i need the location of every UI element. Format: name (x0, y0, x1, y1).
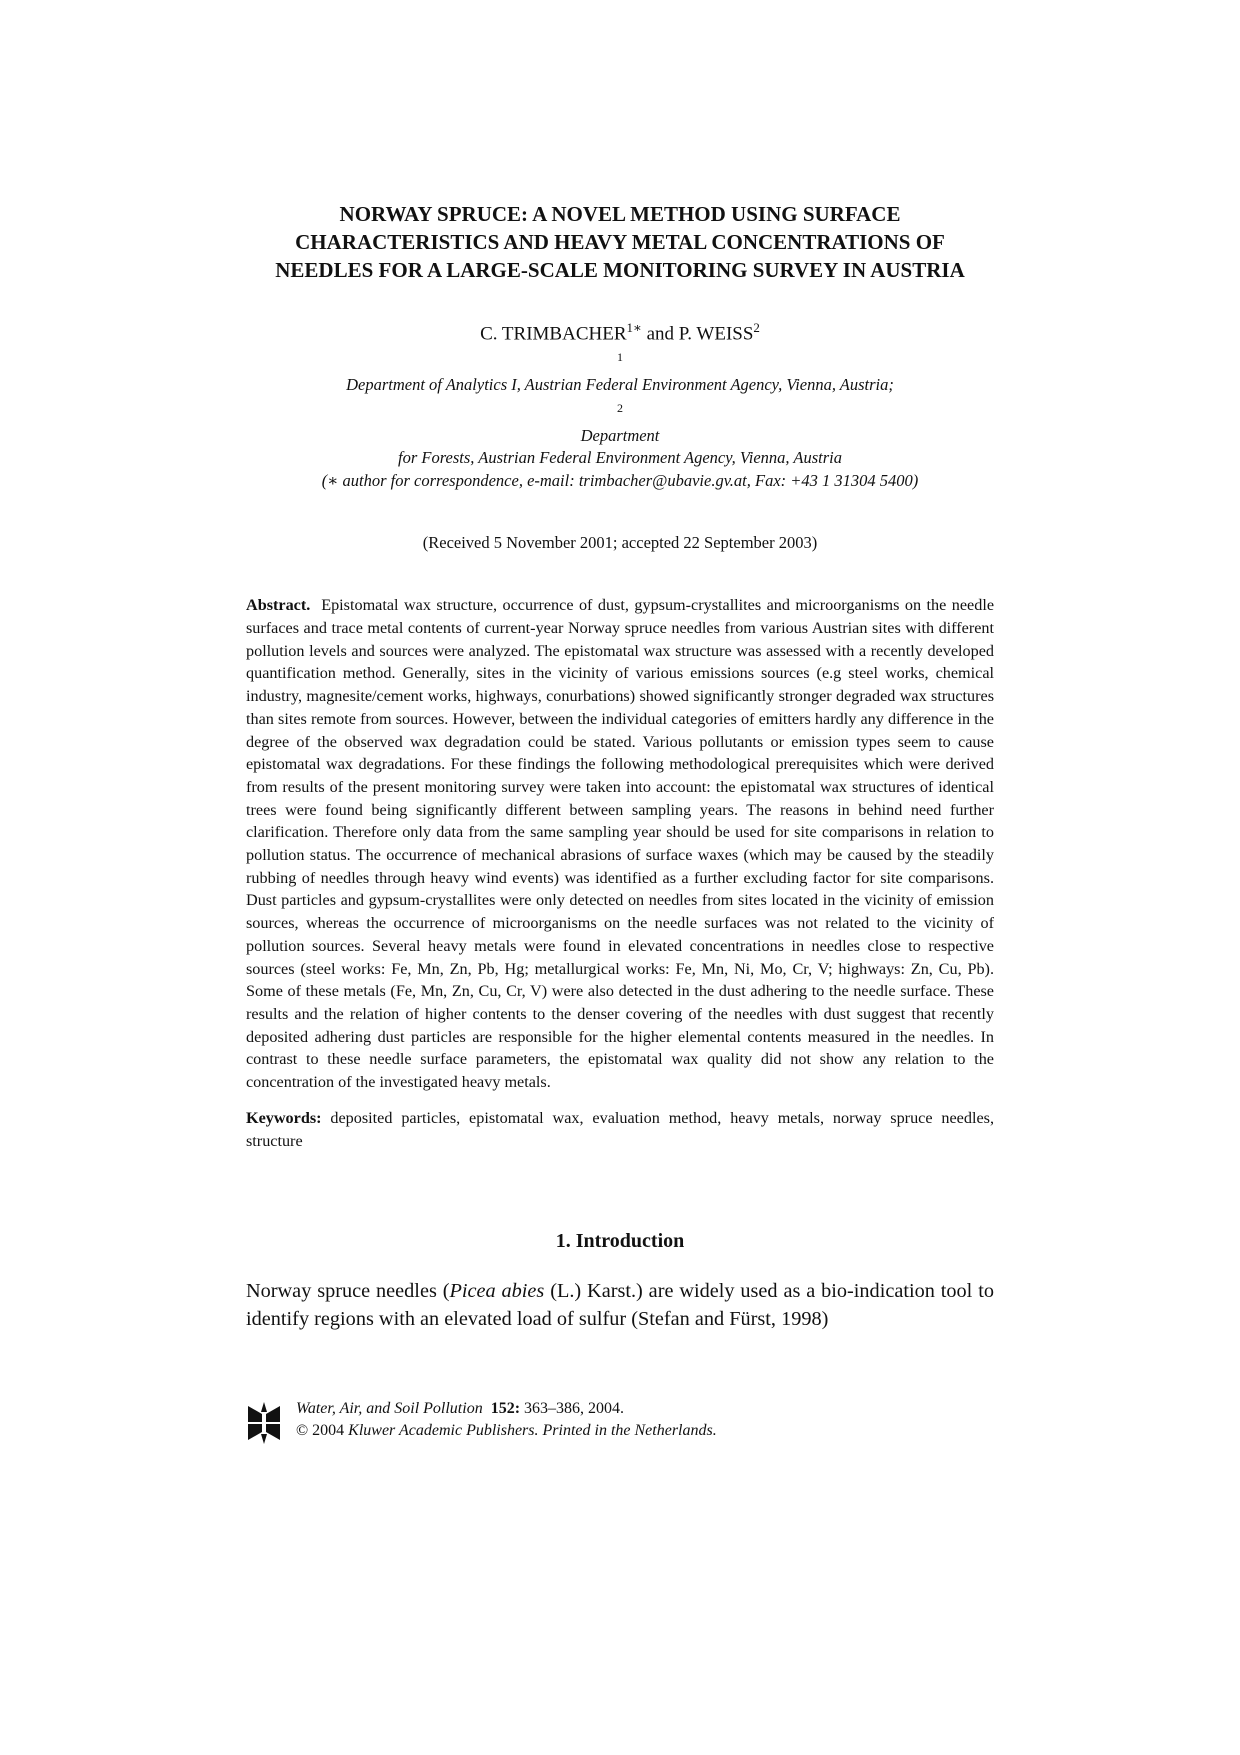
journal-volume: 152: (490, 1400, 521, 1417)
section-heading-introduction: 1. Introduction (555, 1230, 685, 1253)
paper-title (246, 200, 994, 284)
author-list (246, 316, 994, 346)
affiliation-line-1 (246, 346, 994, 447)
paper-page (246, 200, 994, 1333)
received-dates: (Received 5 November 2001; accepted 22 September 2003) (422, 533, 818, 553)
copyright: © 2004 (296, 1422, 349, 1439)
publisher-logo-icon (246, 1402, 282, 1444)
keywords-text: deposited particles, epistomatal wax, evaluation method, heavy metals, norway spruce needles, structure (246, 1108, 994, 1150)
species-name: Picea abies (449, 1280, 545, 1303)
abstract (246, 594, 994, 1093)
title-line-2: CHARACTERISTICS AND HEAVY METAL CONCENTRATIONS OF (295, 230, 945, 254)
affiliation-line-2: for Forests, Austrian Federal Environment Agency, Vienna, Austria (398, 448, 842, 468)
journal-pages: 363–386, 2004. (520, 1400, 625, 1417)
intro-text-end: (L.) Karst.) are widely used as a bio-indication tool to identify regions with an elevated load of sulfur (Stefan and Fürst, 1998) (246, 1280, 994, 1331)
author-conjunction: and (641, 323, 679, 345)
abstract-label: Abstract. (246, 596, 311, 615)
keywords (246, 1107, 994, 1152)
author-1-marker: 1∗ (626, 320, 642, 335)
journal-footer (246, 1398, 994, 1448)
affiliation-marker-1: 1 (617, 350, 623, 365)
publisher-info: Kluwer Academic Publishers. Printed in the Netherlands. (348, 1422, 717, 1439)
footer-line-2 (296, 1420, 717, 1442)
author-1: C. TRIMBACHER (480, 323, 627, 345)
affiliation-marker-2: 2 (617, 400, 623, 415)
affiliation-2-text-start: Department (580, 425, 660, 445)
title-line-1: NORWAY SPRUCE: A NOVEL METHOD USING SURFACE (339, 202, 901, 226)
title-line-3: NEEDLES FOR A LARGE-SCALE MONITORING SURVEY IN AUSTRIA (275, 258, 965, 282)
correspondence-line: (∗ author for correspondence, e-mail: trimbacher@ubavie.gv.at, Fax: +43 1 31304 5400) (321, 470, 919, 490)
affiliations (246, 346, 994, 492)
affiliation-1-text: Department of Analytics I, Austrian Federal Environment Agency, Vienna, Austria; (346, 375, 894, 395)
author-2: P. WEISS (678, 323, 754, 345)
intro-text-start: Norway spruce needles ( (246, 1280, 450, 1303)
introduction-paragraph (246, 1277, 994, 1333)
keywords-label: Keywords: (246, 1108, 322, 1127)
footer-line-1 (296, 1398, 717, 1420)
author-2-marker: 2 (753, 320, 760, 335)
abstract-text: Epistomatal wax structure, occurrence of dust, gypsum-crystallites and microorganisms on the needle surfaces and trace metal contents of current-year Norway spruce needles from various Austrian sites with different pollution levels and sources were analyzed. The epistomatal wax structure was assessed with a recently developed quantification method. Generally, sites in the vicinity of various emissions sources (e.g steel works, chemical industry, magnesite/cement works, highways, conurbations) showed significantly stronger degraded wax structures than sites remote from sources. However, between the individual categories of emitters hardly any difference in the degree of the observed wax degradation could be stated. Various pollutants or emission types seem to cause epistomatal wax degradations. For these findings the following methodological prerequisites which were derived from results of the present monitoring survey were taken into account: the epistomatal wax structures of identical trees were found being significantly different between sampling years. The reasons in behind need further clarification. Therefore only data from the same sampling year should be used for site comparisons in relation to pollution status. The occurrence of mechanical abrasions of surface waxes (which may be caused by the steadily rubbing of needles through heavy wind events) was identified as a further excluding factor for site comparisons. Dust particles and gypsum-crystallites were only detected on needles from sites located in the vicinity of emission sources, whereas the occurrence of microorganisms on the needle surfaces was not related to the vicinity of pollution sources. Several heavy metals were found in elevated concentrations in needles close to respective sources (steel works: Fe, Mn, Zn, Pb, Hg; metallurgical works: Fe, Mn, Ni, Mo, Cr, V; highways: Zn, Cu, Pb). Some of these metals (Fe, Mn, Zn, Cu, Cr, V) were also detected in the dust adhering to the needle surface. These results and the relation of higher contents to the denser covering of the needles with dust suggest that recently deposited adhering dust particles are responsible for the higher elemental contents measured in the needles. In contrast to these needle surface parameters, the epistomatal wax quality did not show any relation to the concentration of the investigated heavy metals. (246, 596, 995, 1092)
footer-citation (296, 1398, 717, 1442)
journal-name: Water, Air, and Soil Pollution (296, 1400, 483, 1417)
